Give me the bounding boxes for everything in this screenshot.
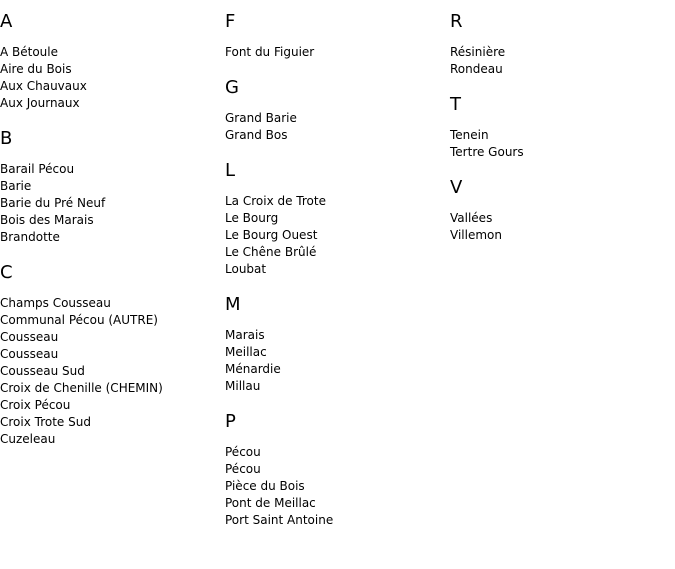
section-p — [225, 410, 445, 529]
entry-list — [450, 210, 670, 244]
list-item[interactable]: Meillac — [225, 345, 267, 359]
entry-list — [225, 327, 445, 395]
list-item[interactable]: Croix Pécou — [0, 398, 71, 412]
section-letter: A — [0, 11, 13, 32]
section-letter: C — [0, 262, 13, 283]
list-item[interactable]: Champs Cousseau — [0, 296, 111, 310]
entry-list — [225, 193, 445, 278]
list-item[interactable]: Cousseau — [0, 347, 59, 361]
section-letter: R — [450, 11, 463, 32]
index-column-3 — [450, 10, 670, 259]
list-item[interactable]: Croix Trote Sud — [0, 415, 91, 429]
entry-list — [450, 44, 670, 78]
list-item[interactable]: Cuzeleau — [0, 432, 56, 446]
list-item[interactable]: Résinière — [450, 45, 506, 59]
list-item[interactable]: A Bétoule — [0, 45, 59, 59]
list-item[interactable]: Pécou — [225, 445, 261, 459]
list-item[interactable]: Rondeau — [450, 62, 503, 76]
entry-list — [0, 161, 220, 246]
list-item[interactable]: Pont de Meillac — [225, 496, 316, 510]
list-item[interactable]: La Croix de Trote — [225, 194, 326, 208]
entry-list — [0, 295, 220, 448]
list-item[interactable]: Pièce du Bois — [225, 479, 305, 493]
entry-list — [225, 44, 445, 61]
section-g — [225, 76, 445, 144]
section-v — [450, 176, 670, 244]
section-letter: F — [225, 11, 236, 32]
list-item[interactable]: Bois des Marais — [0, 213, 94, 227]
list-item[interactable]: Cousseau Sud — [0, 364, 85, 378]
section-f — [225, 10, 445, 61]
list-item[interactable]: Tenein — [450, 128, 489, 142]
list-item[interactable]: Port Saint Antoine — [225, 513, 334, 527]
section-letter: G — [225, 77, 239, 98]
list-item[interactable]: Font du Figuier — [225, 45, 315, 59]
list-item[interactable]: Tertre Gours — [450, 145, 524, 159]
index-column-1 — [0, 10, 220, 463]
list-item[interactable]: Grand Bos — [225, 128, 288, 142]
list-item[interactable]: Croix de Chenille (CHEMIN) — [0, 381, 163, 395]
section-r — [450, 10, 670, 78]
list-item[interactable]: Barie du Pré Neuf — [0, 196, 106, 210]
list-item[interactable]: Le Bourg — [225, 211, 279, 225]
section-l — [225, 159, 445, 278]
list-item[interactable]: Barie — [0, 179, 32, 193]
section-letter: L — [225, 160, 236, 181]
section-b — [0, 127, 220, 246]
section-letter: B — [0, 128, 13, 149]
list-item[interactable]: Ménardie — [225, 362, 281, 376]
section-letter: P — [225, 411, 236, 432]
list-item[interactable]: Brandotte — [0, 230, 60, 244]
entry-list — [450, 127, 670, 161]
entry-list — [0, 44, 220, 112]
entry-list — [225, 444, 445, 529]
list-item[interactable]: Aux Journaux — [0, 96, 80, 110]
list-item[interactable]: Grand Barie — [225, 111, 297, 125]
index-column-2 — [225, 10, 445, 544]
list-item[interactable]: Communal Pécou (AUTRE) — [0, 313, 158, 327]
list-item[interactable]: Millau — [225, 379, 261, 393]
list-item[interactable]: Marais — [225, 328, 265, 342]
list-item[interactable]: Cousseau — [0, 330, 59, 344]
section-a — [0, 10, 220, 112]
section-letter: V — [450, 177, 463, 198]
list-item[interactable]: Aux Chauvaux — [0, 79, 87, 93]
list-item[interactable]: Barail Pécou — [0, 162, 75, 176]
list-item[interactable]: Loubat — [225, 262, 267, 276]
list-item[interactable]: Pécou — [225, 462, 261, 476]
section-letter: T — [450, 94, 461, 115]
section-t — [450, 93, 670, 161]
entry-list — [225, 110, 445, 144]
list-item[interactable]: Le Bourg Ouest — [225, 228, 318, 242]
list-item[interactable]: Le Chêne Brûlé — [225, 245, 317, 259]
list-item[interactable]: Aire du Bois — [0, 62, 72, 76]
list-item[interactable]: Vallées — [450, 211, 493, 225]
section-letter: M — [225, 294, 241, 315]
section-c — [0, 261, 220, 448]
section-m — [225, 293, 445, 395]
list-item[interactable]: Villemon — [450, 228, 502, 242]
